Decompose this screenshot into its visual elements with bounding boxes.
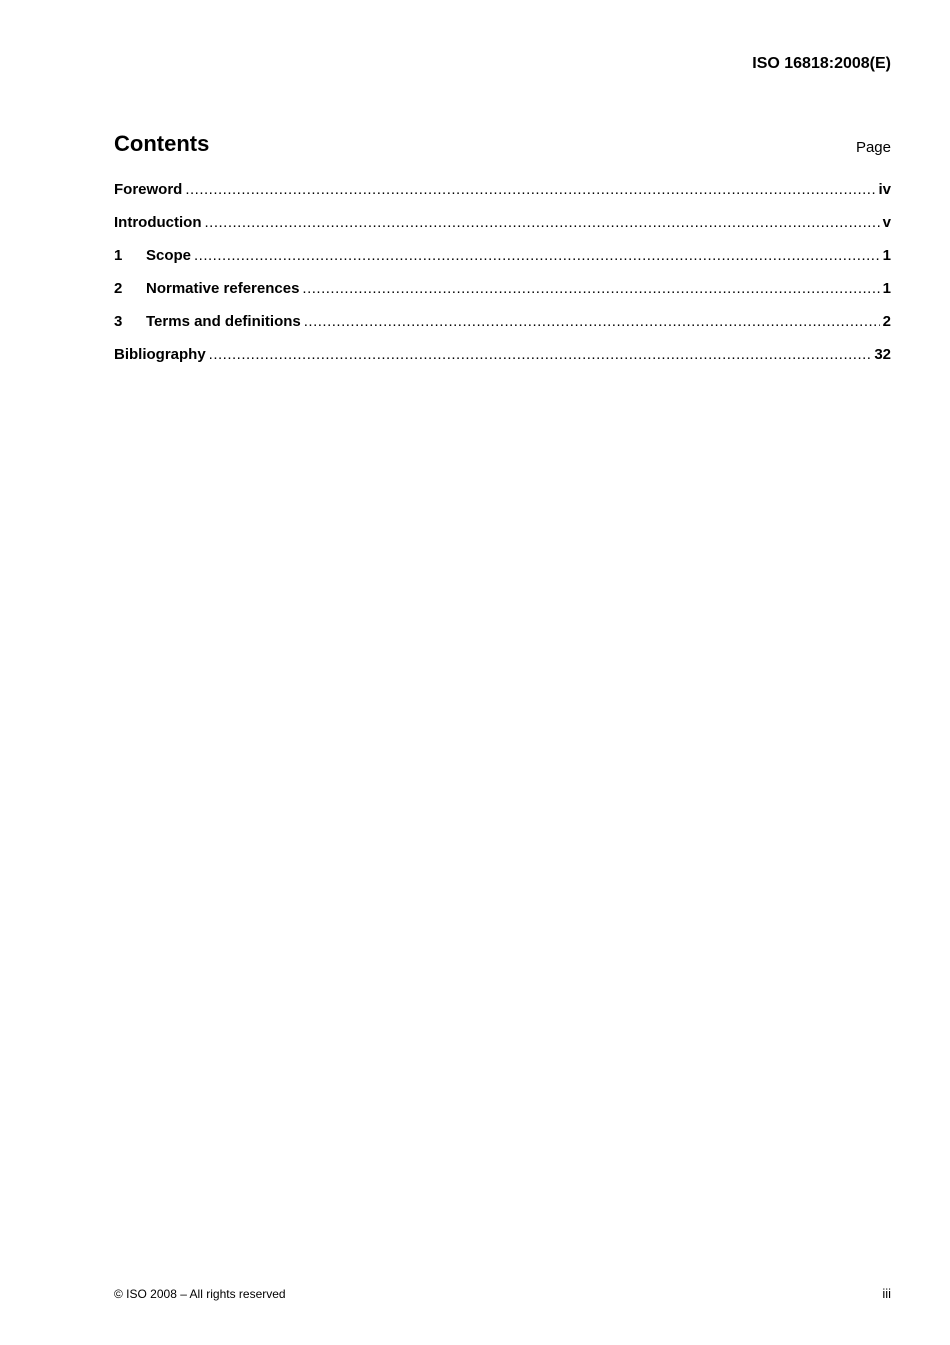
toc-entry-scope[interactable] (114, 247, 891, 280)
toc-entry-page: 2 (882, 313, 891, 330)
contents-title: Contents (114, 131, 210, 156)
toc-dot-leader (209, 346, 872, 363)
toc-entry-page: 1 (882, 280, 891, 297)
toc-entry-title: Normative references (146, 280, 300, 297)
toc-entry-normative-references[interactable] (114, 280, 891, 313)
toc-entry-title: Scope (146, 247, 192, 264)
toc-entry-number: 2 (114, 280, 123, 297)
contents-heading-row (114, 131, 891, 161)
toc-entry-bibliography[interactable] (114, 346, 891, 379)
toc-entry-page: 32 (874, 346, 891, 363)
toc-entry-number: 1 (114, 247, 123, 264)
table-of-contents (114, 181, 891, 379)
toc-entry-foreword[interactable] (114, 181, 891, 214)
toc-dot-leader (204, 214, 879, 231)
toc-entry-title: Terms and definitions (146, 313, 301, 330)
toc-entry-introduction[interactable] (114, 214, 891, 247)
page-column-label: Page (855, 139, 891, 156)
toc-entry-terms-and-definitions[interactable] (114, 313, 891, 346)
toc-entry-title: Introduction (114, 214, 202, 231)
toc-entry-page: iv (878, 181, 891, 198)
toc-entry-title: Foreword (114, 181, 183, 198)
toc-dot-leader (302, 280, 879, 297)
footer-copyright: © ISO 2008 – All rights reserved (114, 1287, 286, 1301)
toc-entry-number: 3 (114, 313, 123, 330)
footer-page-number: iii (882, 1286, 891, 1301)
toc-entry-page: v (882, 214, 891, 231)
toc-dot-leader (194, 247, 880, 264)
toc-entry-title: Bibliography (114, 346, 206, 363)
document-id-header: ISO 16818:2008(E) (752, 55, 891, 72)
toc-dot-leader (304, 313, 880, 330)
toc-entry-page: 1 (882, 247, 891, 264)
toc-dot-leader (185, 181, 875, 198)
